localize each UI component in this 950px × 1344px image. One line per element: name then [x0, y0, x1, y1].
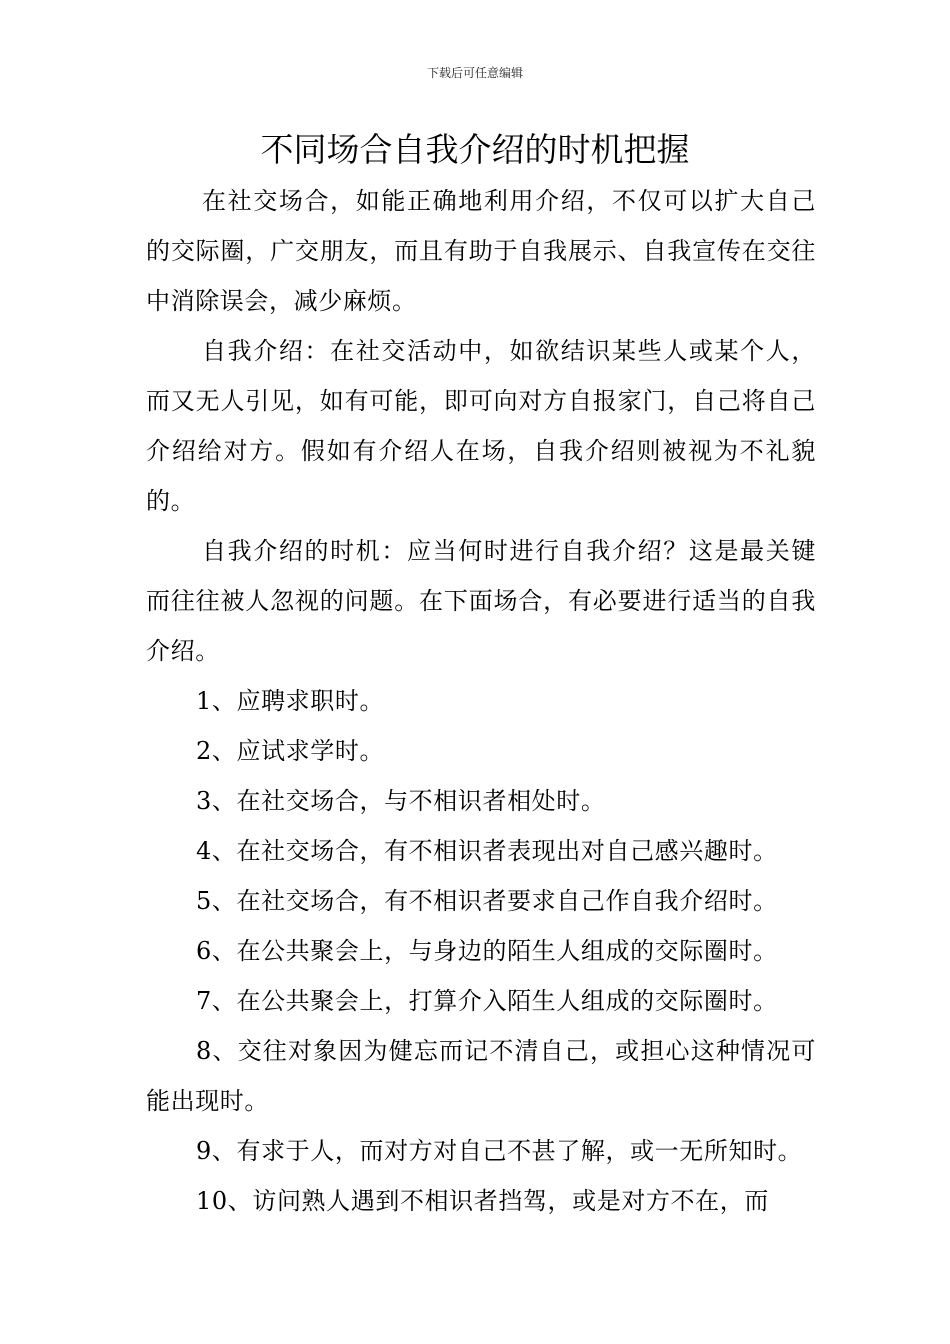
page-header-note: 下载后可任意编辑	[426, 66, 523, 80]
document-title: 不同场合自我介绍的时机把握	[260, 130, 690, 169]
list-item: 4、在社交场合，有不相识者表现出对自己感兴趣时。	[196, 837, 778, 865]
document-body	[146, 176, 816, 1226]
list-item: 8、交往对象因为健忘而记不清自己，或担心这种情况可能出现时。	[146, 1037, 816, 1115]
list-item: 1、应聘求职时。	[196, 687, 385, 715]
list-item: 9、有求于人，而对方对自己不甚了解，或一无所知时。	[196, 1137, 803, 1165]
paragraph-intro: 在社交场合，如能正确地利用介绍，不仅可以扩大自己的交际圈，广交朋友，而且有助于自我展示、自我宣传在交往中消除误会，减少麻烦。	[146, 187, 816, 315]
paragraph-timing: 自我介绍的时机：应当何时进行自我介绍？这是最关键而往往被人忽视的问题。在下面场合，有必要进行适当的自我介绍。	[146, 537, 816, 665]
list-item: 7、在公共聚会上，打算介入陌生人组成的交际圈时。	[196, 987, 778, 1015]
list-item: 5、在社交场合，有不相识者要求自己作自我介绍时。	[196, 887, 778, 915]
list-item: 10、访问熟人遇到不相识者挡驾，或是对方不在，而	[196, 1187, 769, 1215]
list-item: 2、应试求学时。	[196, 737, 385, 765]
list-item: 3、在社交场合，与不相识者相处时。	[196, 787, 606, 815]
list-item: 6、在公共聚会上，与身边的陌生人组成的交际圈时。	[196, 937, 778, 965]
paragraph-self-introduction: 自我介绍：在社交活动中，如欲结识某些人或某个人，而又无人引见，如有可能，即可向对方自报家门，自己将自己介绍给对方。假如有介绍人在场，自我介绍则被视为不礼貌的。	[146, 337, 816, 515]
